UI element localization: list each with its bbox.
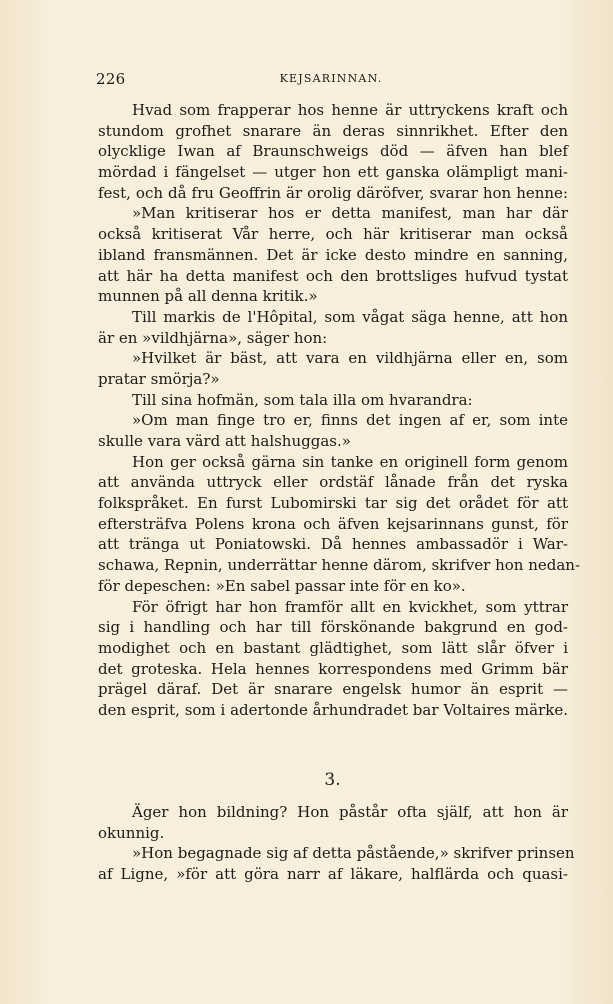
text-line: folkspråket. En furst Lubomirski tar sig det orådet för att (98, 494, 568, 513)
body-text (98, 100, 581, 721)
text-line: det groteska. Hela hennes korrespondens med Grimm bär (98, 659, 568, 678)
text-line: för depeschen: »En sabel passar inte för en ko». (98, 576, 466, 595)
text-line: stundom grofhet snarare än deras sinnrikhet. Efter den (98, 121, 568, 140)
text-line: Till sina hofmän, som tala illa om hvarandra: (132, 390, 473, 409)
text-line: att använda uttryck eller ordstäf lånade från det ryska (98, 473, 568, 492)
text-line: prägel däraf. Det är snarare engelsk humor än esprit — (98, 680, 568, 699)
text-line: den esprit, som i adertonde århundradet bar Voltaires märke. (98, 700, 568, 719)
text-line: »Hvilket är bäst, att vara en vildhjärna eller en, som (132, 349, 568, 368)
text-line: Hon ger också gärna sin tanke en originell form genom (132, 452, 568, 471)
text-line: pratar smörja?» (98, 369, 220, 388)
text-line: sig i handling och har till förskönande bakgrund en god- (98, 618, 568, 637)
running-title: KEJSARINNAN. (279, 72, 383, 85)
text-line: skulle vara värd att halshuggas.» (98, 432, 351, 450)
text-line: »Hon begagnade sig af detta påstående,» skrifver prinsen (132, 844, 575, 863)
text-line: Till markis de l'Hôpital, som vågat säga henne, att hon (132, 307, 568, 326)
text-line: eftersträfva Polens krona och äfven kejsarinnans gunst, för (98, 514, 568, 533)
section-number: 3. (324, 770, 341, 790)
text-line: olycklige Iwan af Braunschweigs död — äfven han blef (98, 142, 568, 161)
text-line: mördad i fängelset — utger hon ett ganska olämpligt mani- (98, 163, 568, 182)
text-line: är en »vildhjärna», säger hon: (98, 328, 328, 347)
text-line: också kritiserat Vår herre, och här kritiserar man också (98, 225, 568, 244)
text-line: att här ha detta manifest och den brottsliges hufvud tystat (98, 266, 568, 285)
text-line: schawa, Repnin, underrättar henne därom, skrifver hon nedan- (98, 556, 581, 575)
text-line: Hvad som frapperar hos henne är uttryckens kraft och (132, 101, 568, 119)
text-line: »Man kritiserar hos er detta manifest, man har där (132, 204, 568, 223)
text-line: ibland fransmännen. Det är icke desto mindre en sanning, (98, 245, 568, 264)
text-line: munnen på all denna kritik.» (98, 287, 318, 306)
page-header (96, 70, 566, 90)
text-line: fest, och då fru Geoffrin är orolig däröfver, svarar hon henne: (98, 183, 568, 202)
text-line: »Om man finge tro er, finns det ingen af er, som inte (132, 411, 568, 430)
text-line: För öfrigt har hon framför allt en kvickhet, som yttrar (132, 597, 568, 616)
text-line: modighet och en bastant glädtighet, som lätt slår öfver i (98, 638, 568, 657)
text-line: af Ligne, »för att göra narr af läkare, halflärda och quasi- (98, 865, 568, 884)
text-line: Äger hon bildning? Hon påstår ofta själf, att hon är (132, 803, 568, 821)
text-line: att tränga ut Poniatowski. Då hennes ambassadör i War- (98, 535, 568, 554)
text-line: okunnig. (98, 823, 165, 842)
section-text (98, 802, 575, 885)
page-number: 226 (96, 70, 126, 88)
